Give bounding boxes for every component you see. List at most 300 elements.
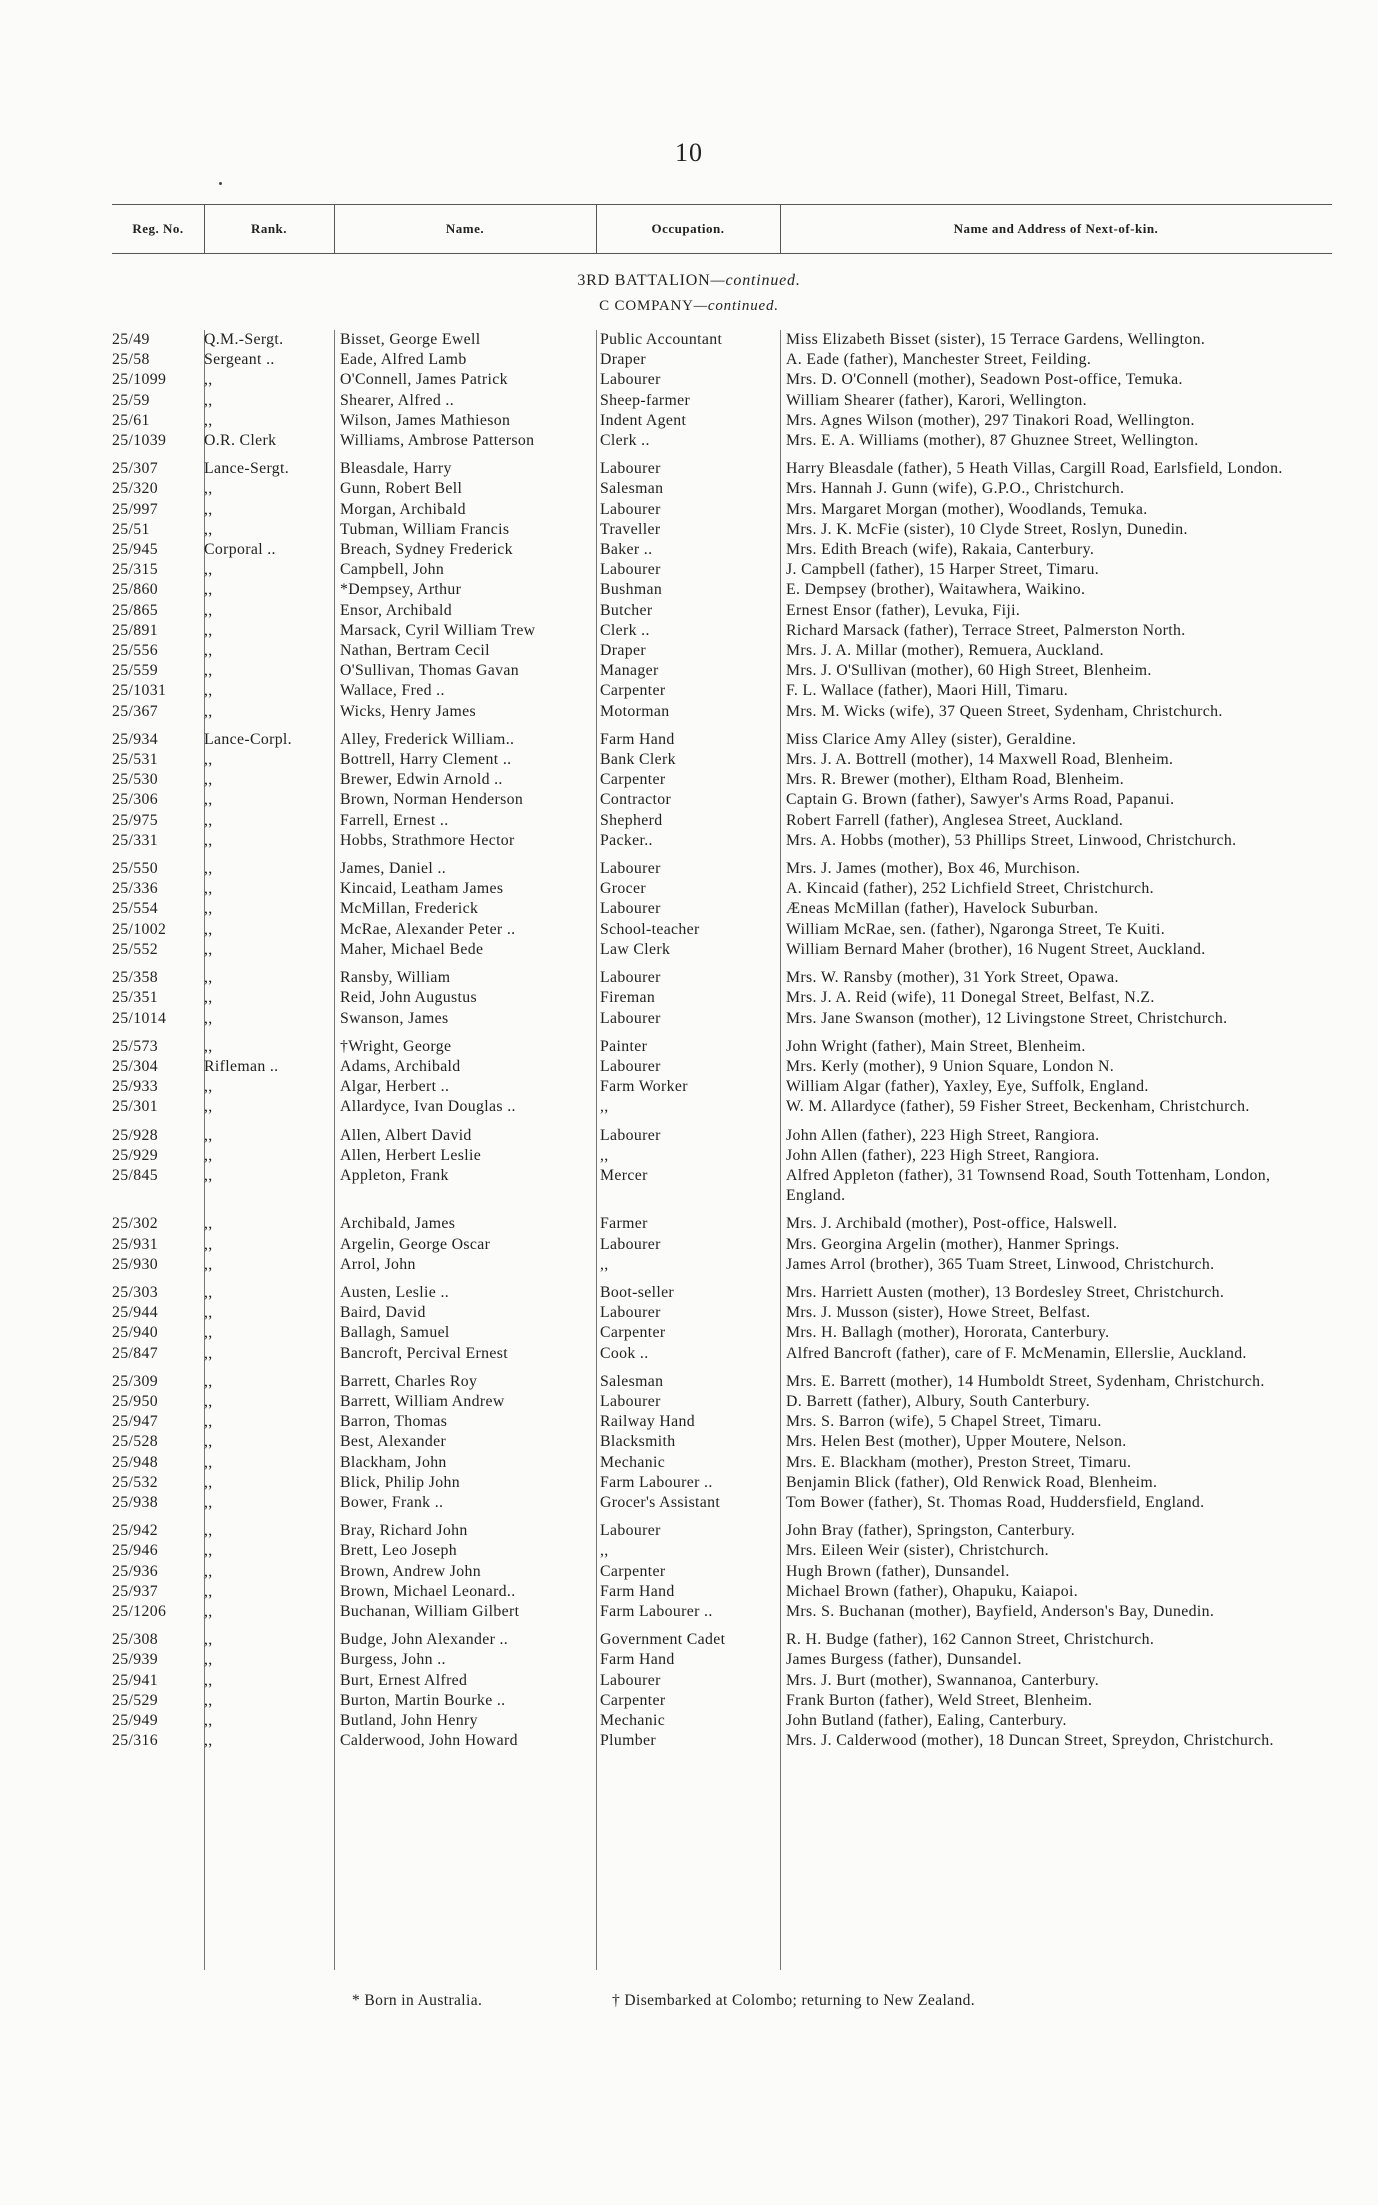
occupation-cell: Clerk .. [600,621,650,639]
name-cell: Ensor, Archibald [340,601,453,619]
reg-no-cell: 25/531 [112,751,158,769]
reg-no-cell: 25/941 [112,1671,158,1689]
next-of-kin-cell: Mrs. D. O'Connell (mother), Seadown Post-office, Temuka. [786,371,1183,389]
rank-cell: ,, [204,1562,213,1580]
occupation-cell: Carpenter [600,1691,666,1709]
table-row [112,1453,1332,1473]
header-reg-no: Reg. No. [112,205,205,253]
next-of-kin-cell: Mrs. Helen Best (mother), Upper Moutere, Nelson. [786,1433,1127,1451]
name-cell: McRae, Alexander Peter .. [340,920,516,938]
name-cell: Buchanan, William Gilbert [340,1602,520,1620]
rank-cell: ,, [204,1009,213,1027]
rank-cell: ,, [204,1392,213,1410]
name-cell: Blackham, John [340,1453,447,1471]
table-row [112,1412,1332,1432]
next-of-kin-cell: E. Dempsey (brother), Waitawhera, Waikino. [786,581,1086,599]
occupation-cell: Packer.. [600,831,653,849]
rank-cell: ,, [204,1304,213,1322]
table-row [112,770,1332,790]
table-row [112,601,1332,621]
name-cell: Argelin, George Oscar [340,1235,491,1253]
reg-no-cell: 25/1002 [112,920,167,938]
occupation-cell: Farm Hand [600,1582,675,1600]
reg-no-cell: 25/946 [112,1542,158,1560]
rank-cell: ,, [204,1215,213,1233]
occupation-cell: Cook .. [600,1344,649,1362]
reg-no-cell: 25/59 [112,391,150,409]
next-of-kin-cell: Michael Brown (father), Ohapuku, Kaiapoi. [786,1582,1079,1600]
rank-cell: ,, [204,1602,213,1620]
name-cell: Breach, Sydney Frederick [340,541,513,559]
name-cell: Bower, Frank .. [340,1493,444,1511]
next-of-kin-cell: Tom Bower (father), St. Thomas Road, Huddersfield, England. [786,1493,1205,1511]
occupation-cell: ,, [600,1098,609,1116]
table-row [112,1372,1332,1392]
battalion-name: 3RD BATTALION [577,272,711,289]
reg-no-cell: 25/61 [112,411,150,429]
table-row [112,1562,1332,1582]
next-of-kin-cell: Mrs. Edith Breach (wife), Rakaia, Canterbury. [786,541,1095,559]
reg-no-cell: 25/860 [112,581,158,599]
reg-no-cell: 25/928 [112,1126,158,1144]
occupation-cell: Blacksmith [600,1433,676,1451]
name-cell: Eade, Alfred Lamb [340,351,467,369]
reg-no-cell: 25/331 [112,831,158,849]
reg-no-cell: 25/865 [112,601,158,619]
reg-no-cell: 25/550 [112,860,158,878]
rank-cell: ,, [204,682,213,700]
reg-no-cell: 25/940 [112,1324,158,1342]
table-row [112,702,1332,722]
reg-no-cell: 25/358 [112,969,158,987]
name-cell: Bleasdale, Harry [340,460,452,478]
rank-cell: ,, [204,520,213,538]
reg-no-cell: 25/847 [112,1344,158,1362]
reg-no-cell: 25/944 [112,1304,158,1322]
rank-cell: ,, [204,642,213,660]
reg-no-cell: 25/559 [112,662,158,680]
occupation-cell: Contractor [600,791,672,809]
rank-cell: ,, [204,621,213,639]
table-row [112,641,1332,661]
occupation-cell: Farmer [600,1215,648,1233]
next-of-kin-cell: Hugh Brown (father), Dunsandel. [786,1562,1010,1580]
next-of-kin-cell: Mrs. Margaret Morgan (mother), Woodlands, Temuka. [786,500,1148,518]
header-next-of-kin: Name and Address of Next-of-kin. [953,221,1159,236]
table-row [112,1711,1332,1731]
name-cell: Barrett, William Andrew [340,1392,505,1410]
table-row [112,1126,1332,1146]
reg-no-cell: 25/304 [112,1057,158,1075]
next-of-kin-cell: Mrs. S. Barron (wife), 5 Chapel Street, Timaru. [786,1413,1102,1431]
next-of-kin-cell: John Allen (father), 223 High Street, Rangiora. [786,1146,1100,1164]
next-of-kin-cell: Mrs. J. K. McFie (sister), 10 Clyde Street, Roslyn, Dunedin. [786,520,1188,538]
table-row [112,1432,1332,1452]
reg-no-cell: 25/845 [112,1166,158,1184]
reg-no-cell: 25/532 [112,1473,158,1491]
next-of-kin-cell: John Bray (father), Springston, Canterbury. [786,1522,1076,1540]
reg-no-cell: 25/336 [112,880,158,898]
occupation-cell: Farm Hand [600,730,675,748]
table-row [112,350,1332,370]
reg-no-cell: 25/1206 [112,1602,167,1620]
rank-cell: ,, [204,1255,213,1273]
next-of-kin-cell: Mrs. Hannah J. Gunn (wife), G.P.O., Christchurch. [786,480,1125,498]
rank-cell: ,, [204,662,213,680]
name-cell: Baird, David [340,1304,426,1322]
rank-cell: ,, [204,1324,213,1342]
table-row [112,1214,1332,1234]
rank-cell: ,, [204,831,213,849]
table-row [112,370,1332,390]
reg-no-cell: 25/936 [112,1562,158,1580]
reg-no-cell: 25/949 [112,1712,158,1729]
next-of-kin-cell: Mrs. J. Archibald (mother), Post-office, Halswell. [786,1215,1118,1233]
rank-cell: O.R. Clerk [204,432,277,450]
name-cell: Nathan, Bertram Cecil [340,642,490,660]
company-continued: —continued. [693,298,779,314]
next-of-kin-cell: Mrs. J. A. Bottrell (mother), 14 Maxwell Road, Blenheim. [786,751,1174,769]
next-of-kin-cell: John Wright (father), Main Street, Blenheim. [786,1037,1086,1055]
reg-no-cell: 25/1031 [112,682,167,700]
name-cell: Allen, Herbert Leslie [340,1146,482,1164]
occupation-cell: Butcher [600,601,653,619]
occupation-cell: Bushman [600,581,663,599]
occupation-cell: Farm Labourer .. [600,1473,713,1491]
name-cell: Brett, Leo Joseph [340,1542,457,1560]
name-cell: Bancroft, Percival Ernest [340,1344,508,1362]
rank-cell: ,, [204,371,213,389]
occupation-cell: Plumber [600,1732,656,1750]
name-cell: †Wright, George [340,1037,452,1055]
reg-no-cell: 25/947 [112,1413,158,1431]
rank-cell: ,, [204,751,213,769]
next-of-kin-cell: Mrs. S. Buchanan (mother), Bayfield, Anderson's Bay, Dunedin. [786,1602,1215,1620]
rank-cell: ,, [204,1344,213,1362]
table-row [112,1671,1332,1691]
next-of-kin-cell: Mrs. M. Wicks (wife), 37 Queen Street, Sydenham, Christchurch. [786,702,1223,720]
occupation-cell: Labourer [600,1126,661,1144]
next-of-kin-cell: Miss Elizabeth Bisset (sister), 15 Terrace Gardens, Wellington. [786,331,1206,348]
name-cell: Algar, Herbert .. [340,1078,450,1096]
next-of-kin-cell: W. M. Allardyce (father), 59 Fisher Street, Beckenham, Christchurch. [786,1098,1250,1116]
next-of-kin-cell: Æneas McMillan (father), Havelock Suburban. [786,900,1099,918]
next-of-kin-cell: Captain G. Brown (father), Sawyer's Arms Road, Papanui. [786,791,1175,809]
next-of-kin-cell: Mrs. J. A. Reid (wife), 11 Donegal Street, Belfast, N.Z. [786,989,1155,1007]
rank-cell: ,, [204,1413,213,1431]
next-of-kin-cell: William McRae, sen. (father), Ngaronga Street, Te Kuiti. [786,920,1166,938]
table-row [112,859,1332,879]
rank-cell: ,, [204,1493,213,1511]
next-of-kin-cell: Alfred Bancroft (father), care of F. McMenamin, Ellerslie, Auckland. [786,1344,1247,1362]
reg-no-cell: 25/307 [112,460,158,478]
name-cell: Adams, Archibald [340,1057,461,1075]
occupation-cell: Fireman [600,989,656,1007]
next-of-kin-cell: R. H. Budge (father), 162 Cannon Street, Christchurch. [786,1631,1155,1649]
next-of-kin-cell: Mrs. J. Burt (mother), Swannanoa, Canterbury. [786,1671,1100,1689]
next-of-kin-cell: F. L. Wallace (father), Maori Hill, Timaru. [786,682,1069,700]
table-row [112,1166,1332,1206]
table-row [112,1493,1332,1513]
rank-cell: ,, [204,391,213,409]
occupation-cell: Labourer [600,1522,661,1540]
reg-no-cell: 25/997 [112,500,158,518]
occupation-cell: Labourer [600,1671,661,1689]
occupation-cell: Labourer [600,1304,661,1322]
name-cell: Reid, John Augustus [340,989,477,1007]
occupation-cell: Salesman [600,1372,664,1390]
rank-cell: ,, [204,1582,213,1600]
next-of-kin-cell: Mrs. H. Ballagh (mother), Hororata, Canterbury. [786,1324,1110,1342]
reg-no-cell: 25/573 [112,1037,158,1055]
table-row [112,968,1332,988]
occupation-cell: Farm Hand [600,1651,675,1669]
table-row [112,330,1332,350]
next-of-kin-cell: Mrs. E. Barrett (mother), 14 Humboldt Street, Sydenham, Christchurch. [786,1372,1265,1390]
name-cell: Alley, Frederick William.. [340,730,515,748]
occupation-cell: Farm Labourer .. [600,1602,713,1620]
next-of-kin-cell: Mrs. W. Ransby (mother), 31 York Street, Opawa. [786,969,1119,987]
rank-cell: ,, [204,791,213,809]
name-cell: Best, Alexander [340,1433,447,1451]
table-row [112,1146,1332,1166]
next-of-kin-cell: William Bernard Maher (brother), 16 Nugent Street, Auckland. [786,940,1206,958]
reg-no-cell: 25/937 [112,1582,158,1600]
page-number: 10 [675,138,703,167]
next-of-kin-cell: Mrs. A. Hobbs (mother), 53 Phillips Street, Linwood, Christchurch. [786,831,1237,849]
next-of-kin-cell: Miss Clarice Amy Alley (sister), Geraldine. [786,730,1077,748]
reg-no-cell: 25/316 [112,1732,158,1750]
next-of-kin-cell: Mrs. Harriett Austen (mother), 13 Bordesley Street, Christchurch. [786,1283,1225,1301]
occupation-cell: Mercer [600,1166,648,1184]
table-header [112,204,1332,254]
table-row [112,500,1332,520]
table-row [112,1303,1332,1323]
rank-cell: ,, [204,601,213,619]
rank-cell: ,, [204,702,213,720]
rank-cell: ,, [204,1078,213,1096]
table-row [112,1283,1332,1303]
table-row [112,661,1332,681]
table-row [112,790,1332,810]
next-of-kin-cell: Mrs. E. Blackham (mother), Preston Street, Timaru. [786,1453,1132,1471]
name-cell: Archibald, James [340,1215,456,1233]
name-cell: Swanson, James [340,1009,449,1027]
occupation-cell: Grocer's Assistant [600,1493,721,1511]
occupation-cell: Mechanic [600,1712,666,1729]
table-row [112,580,1332,600]
rank-cell: ,, [204,561,213,579]
reg-no-cell: 25/320 [112,480,158,498]
rank-cell: ,, [204,1651,213,1669]
occupation-cell: Farm Worker [600,1078,688,1096]
occupation-cell: Labourer [600,1235,661,1253]
rank-cell: ,, [204,1126,213,1144]
reg-no-cell: 25/367 [112,702,158,720]
name-cell: Wallace, Fred .. [340,682,445,700]
table-row [112,1541,1332,1561]
name-cell: Williams, Ambrose Patterson [340,432,535,450]
table-row [112,831,1332,851]
occupation-cell: Motorman [600,702,670,720]
occupation-cell: Labourer [600,860,661,878]
name-cell: Wicks, Henry James [340,702,476,720]
occupation-cell: Painter [600,1037,648,1055]
next-of-kin-cell: Robert Farrell (father), Anglesea Street, Auckland. [786,811,1124,829]
occupation-cell: Carpenter [600,771,666,789]
next-of-kin-cell: Richard Marsack (father), Terrace Street, Palmerston North. [786,621,1186,639]
next-of-kin-cell: Ernest Ensor (father), Levuka, Fiji. [786,601,1021,619]
occupation-cell: Carpenter [600,682,666,700]
name-cell: Bottrell, Harry Clement .. [340,751,512,769]
occupation-cell: Labourer [600,1009,661,1027]
occupation-cell: School-teacher [600,920,700,938]
rank-cell: ,, [204,940,213,958]
occupation-cell: ,, [600,1255,609,1273]
reg-no-cell: 25/1099 [112,371,167,389]
occupation-cell: Labourer [600,371,661,389]
next-of-kin-cell: A. Kincaid (father), 252 Lichfield Street, Christchurch. [786,880,1154,898]
name-cell: *Dempsey, Arthur [340,581,462,599]
table-row [112,1037,1332,1057]
name-cell: Farrell, Ernest .. [340,811,449,829]
reg-no-cell: 25/301 [112,1098,158,1116]
name-cell: James, Daniel .. [340,860,447,878]
next-of-kin-cell: Mrs. Kerly (mother), 9 Union Square, London N. [786,1057,1115,1075]
occupation-cell: Government Cadet [600,1631,726,1649]
rank-cell: ,, [204,1473,213,1491]
occupation-cell: Clerk .. [600,432,650,450]
rank-cell: ,, [204,480,213,498]
header-occupation: Occupation. [596,205,781,253]
table-row [112,411,1332,431]
next-of-kin-cell: James Burgess (father), Dunsandel. [786,1651,1022,1669]
name-cell: Shearer, Alfred .. [340,391,455,409]
next-of-kin-cell: Mrs. J. James (mother), Box 46, Murchison. [786,860,1081,878]
name-cell: Brown, Norman Henderson [340,791,524,809]
reg-no-cell: 25/933 [112,1078,158,1096]
name-cell: Burt, Ernest Alfred [340,1671,468,1689]
occupation-cell: Indent Agent [600,411,687,429]
reg-no-cell: 25/930 [112,1255,158,1273]
name-cell: Morgan, Archibald [340,500,466,518]
reg-no-cell: 25/934 [112,730,158,748]
rank-cell: ,, [204,1631,213,1649]
table-row [112,459,1332,479]
rank-cell: ,, [204,1671,213,1689]
name-cell: Allen, Albert David [340,1126,472,1144]
next-of-kin-cell: A. Eade (father), Manchester Street, Feilding. [786,351,1092,369]
reg-no-cell: 25/938 [112,1493,158,1511]
name-cell: Blick, Philip John [340,1473,460,1491]
table-row [112,899,1332,919]
rank-cell: Rifleman .. [204,1057,279,1075]
rank-cell: ,, [204,411,213,429]
name-cell: Barron, Thomas [340,1413,448,1431]
next-of-kin-cell: Mrs. J. O'Sullivan (mother), 60 High Street, Blenheim. [786,662,1152,680]
reg-no-cell: 25/309 [112,1372,158,1390]
next-of-kin-cell: Harry Bleasdale (father), 5 Heath Villas, Cargill Road, Earlsfield, London. [786,460,1283,478]
name-cell: Maher, Michael Bede [340,940,484,958]
reg-no-cell: 25/950 [112,1392,158,1410]
table-row [112,560,1332,580]
next-of-kin-cell: Mrs. Georgina Argelin (mother), Hanmer Springs. [786,1235,1120,1253]
rank-cell: ,, [204,969,213,987]
rank-cell: Sergeant .. [204,351,275,369]
name-cell: Butland, John Henry [340,1712,478,1729]
occupation-cell: Carpenter [600,1562,666,1580]
occupation-cell: Labourer [600,561,661,579]
name-cell: Budge, John Alexander .. [340,1631,509,1649]
table-row [112,520,1332,540]
occupation-cell: Baker .. [600,541,653,559]
occupation-cell: Manager [600,662,659,680]
table-row [112,1323,1332,1343]
reg-no-cell: 25/530 [112,771,158,789]
footnote-disembarked: † Disembarked at Colombo; returning to New Zealand. [612,1992,976,2009]
next-of-kin-cell: Mrs. J. A. Millar (mother), Remuera, Auckland. [786,642,1104,660]
table-row [112,1473,1332,1493]
table-row [112,681,1332,701]
name-cell: Austen, Leslie .. [340,1283,450,1301]
table-row [112,1057,1332,1077]
reg-no-cell: 25/891 [112,621,158,639]
occupation-cell: Mechanic [600,1453,666,1471]
occupation-cell: Draper [600,351,646,369]
occupation-cell: Draper [600,642,646,660]
name-cell: Tubman, William Francis [340,520,510,538]
occupation-cell: Labourer [600,1392,661,1410]
next-of-kin-cell: Mrs. J. Calderwood (mother), 18 Duncan Street, Spreydon, Christchurch. [786,1732,1274,1750]
rank-cell: ,, [204,1283,213,1301]
company-title [0,298,1378,315]
occupation-cell: Labourer [600,500,661,518]
next-of-kin-cell: James Arrol (brother), 365 Tuam Street, Linwood, Christchurch. [786,1255,1215,1273]
next-of-kin-cell: John Butland (father), Ealing, Canterbury. [786,1712,1067,1729]
table-row [112,1077,1332,1097]
reg-no-cell: 25/49 [112,331,150,348]
name-cell: Brown, Michael Leonard.. [340,1582,516,1600]
reg-no-cell: 25/315 [112,561,158,579]
battalion-continued: —continued. [710,272,801,289]
name-cell: O'Sullivan, Thomas Gavan [340,662,519,680]
next-of-kin-cell: Mrs. Jane Swanson (mother), 12 Livingstone Street, Christchurch. [786,1009,1228,1027]
reg-no-cell: 25/302 [112,1215,158,1233]
occupation-cell: Law Clerk [600,940,671,958]
name-cell: McMillan, Frederick [340,900,479,918]
table-row [112,1255,1332,1275]
table-row [112,940,1332,960]
reg-no-cell: 25/948 [112,1453,158,1471]
name-cell: Bisset, George Ewell [340,331,481,348]
next-of-kin-cell: Mrs. E. A. Williams (mother), 87 Ghuznee Street, Wellington. [786,432,1199,450]
name-cell: Bray, Richard John [340,1522,468,1540]
next-of-kin-cell: William Shearer (father), Karori, Wellington. [786,391,1087,409]
name-cell: Burton, Martin Bourke .. [340,1691,506,1709]
rank-cell: ,, [204,1037,213,1055]
rank-cell: ,, [204,1235,213,1253]
table-row [112,988,1332,1008]
name-cell: Campbell, John [340,561,445,579]
reg-no-cell: 25/975 [112,811,158,829]
table-row [112,920,1332,940]
table-row [112,1630,1332,1650]
rank-cell: ,, [204,581,213,599]
next-of-kin-cell: Mrs. J. Musson (sister), Howe Street, Belfast. [786,1304,1091,1322]
rank-cell: ,, [204,1433,213,1451]
occupation-cell: Labourer [600,969,661,987]
company-name: C COMPANY [599,298,694,314]
